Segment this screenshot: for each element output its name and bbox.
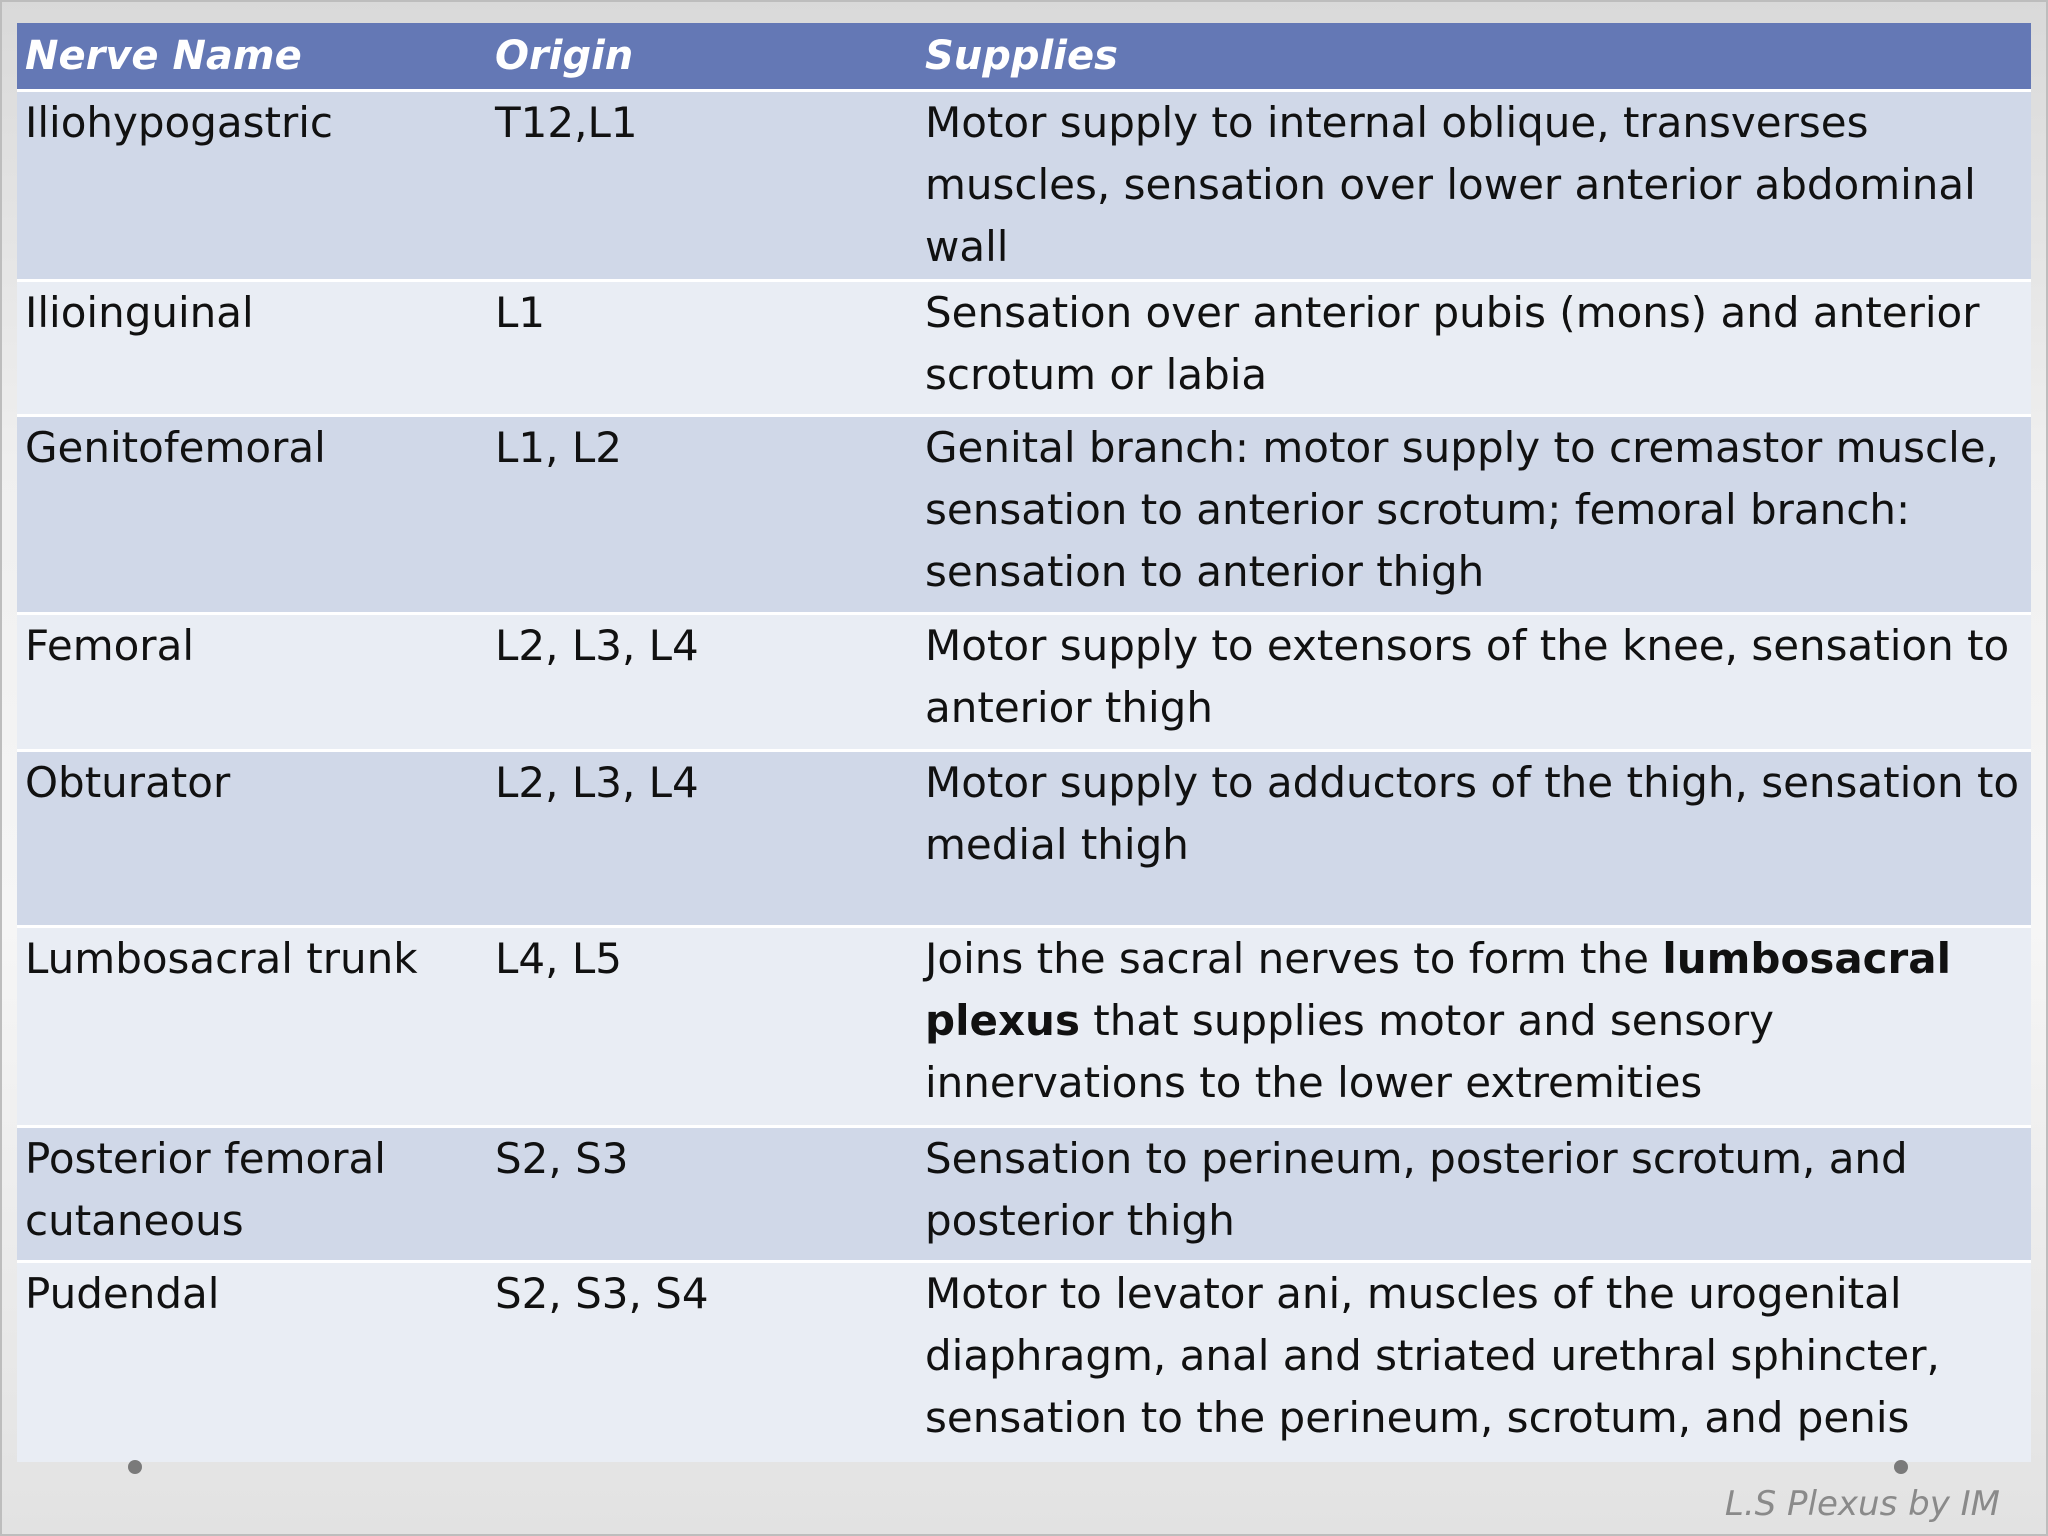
table-row — [17, 751, 2031, 927]
nerve-table — [17, 23, 2031, 1462]
nerve-name-cell: Posterior femoral cutaneous — [17, 1127, 487, 1262]
table-row — [17, 281, 2031, 416]
header-nerve-name: Nerve Name — [17, 23, 487, 91]
supplies-cell: Sensation to perineum, posterior scrotum, and posterior thigh — [917, 1127, 2031, 1262]
nerve-name-cell: Lumbosacral trunk — [17, 927, 487, 1127]
table-row — [17, 91, 2031, 281]
supplies-text-before: Joins the sacral nerves to form the — [925, 934, 1663, 983]
nerve-name-cell: Obturator — [17, 751, 487, 927]
supplies-cell: Motor to levator ani, muscles of the urogenital diaphragm, anal and striated urethral sphincter, sensation to the perineum, scrotum, and penis — [917, 1262, 2031, 1462]
supplies-cell: Motor supply to internal oblique, transverses muscles, sensation over lower anterior abdominal wall — [917, 91, 2031, 281]
origin-cell: L4, L5 — [487, 927, 917, 1127]
nerve-name-cell: Genitofemoral — [17, 416, 487, 614]
header-origin: Origin — [487, 23, 917, 91]
header-supplies: Supplies — [917, 23, 2031, 91]
origin-cell: S2, S3, S4 — [487, 1262, 917, 1462]
nerve-name-cell: Ilioinguinal — [17, 281, 487, 416]
origin-cell: S2, S3 — [487, 1127, 917, 1262]
supplies-text-after: that supplies motor and sensory innervations to the lower extremities — [925, 996, 1774, 1107]
supplies-cell — [917, 927, 2031, 1127]
origin-cell: L2, L3, L4 — [487, 751, 917, 927]
supplies-cell: Motor supply to adductors of the thigh, sensation to medial thigh — [917, 751, 2031, 927]
origin-cell: L1 — [487, 281, 917, 416]
nerve-name-cell: Iliohypogastric — [17, 91, 487, 281]
table-header-row — [17, 23, 2031, 91]
origin-cell: T12,L1 — [487, 91, 917, 281]
nerve-name-cell: Femoral — [17, 614, 487, 751]
table-row — [17, 614, 2031, 751]
origin-cell: L2, L3, L4 — [487, 614, 917, 751]
decorative-dot — [1894, 1460, 1908, 1474]
supplies-cell: Sensation over anterior pubis (mons) and anterior scrotum or labia — [917, 281, 2031, 416]
origin-cell: L1, L2 — [487, 416, 917, 614]
table-row — [17, 1262, 2031, 1462]
table-row — [17, 1127, 2031, 1262]
table-row — [17, 927, 2031, 1127]
decorative-dot — [128, 1460, 142, 1474]
table-row — [17, 416, 2031, 614]
footer-credit: L.S Plexus by IM — [1724, 1484, 2000, 1524]
nerve-name-cell: Pudendal — [17, 1262, 487, 1462]
supplies-cell: Genital branch: motor supply to cremastor muscle, sensation to anterior scrotum; femoral branch: sensation to anterior thigh — [917, 416, 2031, 614]
supplies-cell: Motor supply to extensors of the knee, sensation to anterior thigh — [917, 614, 2031, 751]
supplies-bold-term: lumbosacral plexus — [925, 934, 1952, 1045]
